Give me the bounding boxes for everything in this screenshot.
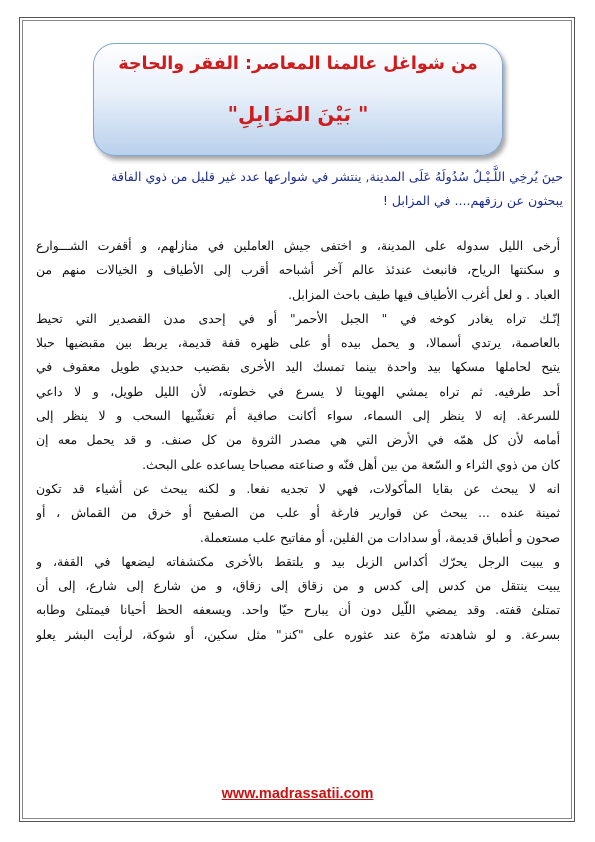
- paragraph: [36, 234, 560, 307]
- text-line: بالعاصمة، يرتدي أسمالا، و يحمل بيده أو على ظهره قفة قديمة، يربط بين مقبضيها حبلا: [36, 336, 560, 351]
- text-line: بسرعة. و لو شاهدته مرّة عند عثوره على "كنز" مثل سكين، أو شوكة، لرأيت البشر يعلو: [36, 627, 560, 642]
- title-banner: [93, 43, 503, 156]
- page-title: من شواغل عالمنا المعاصر: الفقر والحاجة: [118, 54, 478, 74]
- paragraph: [36, 550, 560, 647]
- paragraph: [36, 307, 560, 477]
- text-line: يتيح لحاملها مسكها بيد واحدة بينما تمسك اليد الأخرى بقضيب حديدي طويل معقوف في: [36, 360, 560, 375]
- text-line: أرخى الليل سدوله على المدينة، و اختفى جيش العاملين في منازلهم، و أقفرت الشـــوارع: [36, 239, 560, 253]
- text-line: انه لا يبحث عن بقايا المأكولات، فهي لا تجديه نفعا. و لكنه يبحث عن أشياء قد تكون: [36, 481, 560, 496]
- paragraph: [36, 477, 560, 550]
- text-line: العباد . و لعل أغرب الأطياف فيها طيف باحث المزابل.: [288, 287, 560, 302]
- text-line: و يبيت الرجل يحرّك أكداس الزبل بيد و يلتقط بالأخرى مكتشفاته ليضعها في القفة، و: [36, 554, 560, 569]
- text-line: و سكنتها الرياح، فانبعث عندئذ عالم آخر أشباحه أقرب إلى الأطياف و الخيالات منهم من: [36, 263, 560, 278]
- intro-line: حينَ يُرخِي اللَّـيْـلُ سُدُولَهُ عَلَى المدينة, ينتشر في شوارعها عدد غير قليل من ذوي الفاقة: [111, 169, 563, 184]
- text-line: إنّـك تراه يغادر كوخه في " الجبل الأحمر" أو في إحدى مدن القصدير التي تحيط: [36, 311, 560, 326]
- intro-text: [33, 165, 563, 213]
- text-line: أحد طرفيه. ثم تراه يمشي الهوينا لا يسرع في خطوته، لأن الليل طويل، و لا داعي: [36, 384, 560, 399]
- text-title: " بَيْنَ المَزَابِلِ": [227, 102, 369, 126]
- text-line: تمتلئ قفته. وقد يمضي اللّيل دون أن يبارح حيّا واحد. ويسعفه الحظ أحيانا فيمتلئ وطابه: [36, 603, 560, 618]
- text-line: صحون و أطباق قديمة، أو سدادات من الفلين، أو مفاتيح علب مستعملة.: [199, 530, 560, 545]
- article-body: [36, 234, 560, 647]
- intro-line: يبحثون عن رزقهم.... في المزابل !: [382, 193, 563, 208]
- text-line: للسرعة. إنه لا ينظر إلى السماء، سواء أكانت صافية أم تغشّيها السحب و لا ينظر إلى: [36, 409, 560, 424]
- text-line: ثمينة عنده ... يبحث عن قوارير فارغة أو علب من الصفيح أو خرق من القماش ، أو: [36, 506, 560, 521]
- text-line: أمامه لأن كل همّه في الأرض التي هي مصدر الثروة من كل صنف. و قد يحمل معه إن: [36, 433, 560, 448]
- text-line: كان من ذوي الثراء و السّعة من بين أهل فنّه و صناعته مصباحا يساعده على البحث.: [142, 457, 560, 472]
- website-link[interactable]: www.madrassatii.com: [221, 786, 374, 802]
- text-line: يبيت ينتقل من كدس إلى كدس و من زقاق إلى زقاق، و من شارع إلى شارع، إلى أن: [36, 579, 560, 594]
